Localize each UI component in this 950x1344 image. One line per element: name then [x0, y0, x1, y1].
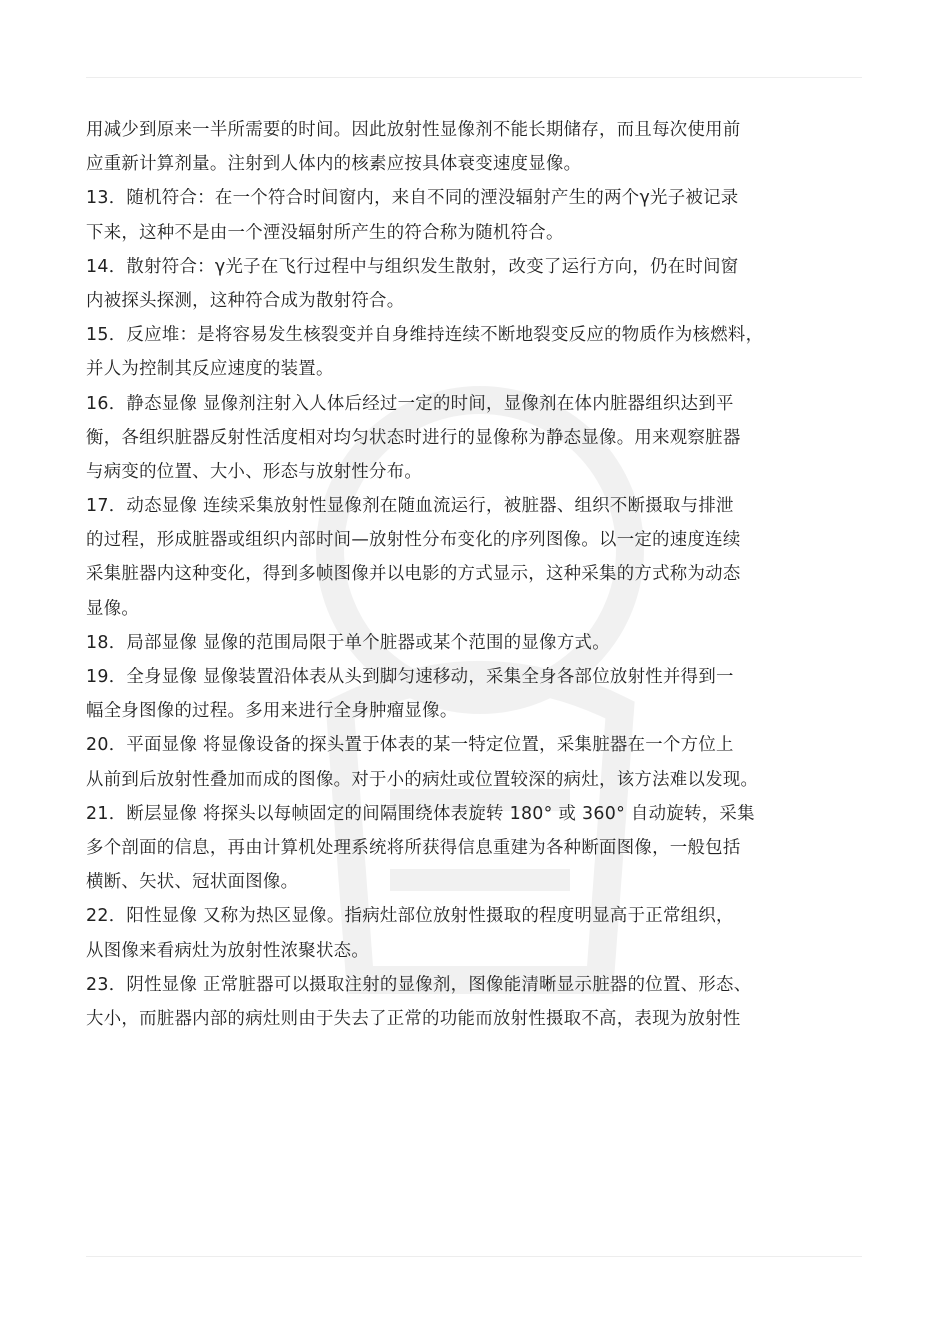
text-line: 并人为控制其反应速度的装置。 — [86, 359, 334, 380]
text-line: 横断、矢状、冠状面图像。 — [86, 872, 299, 893]
text-line: 20．平面显像 将显像设备的探头置于体表的某一特定位置，采集脏器在一个方位上 — [86, 735, 734, 756]
text-line: 显像。 — [86, 598, 140, 619]
text-line: 大小，而脏器内部的病灶则由于失去了正常的功能而放射性摄取不高，表现为放射性 — [86, 1008, 741, 1029]
text-line: 采集脏器内这种变化，得到多帧图像并以电影的方式显示，这种采集的方式称为动态 — [86, 564, 741, 585]
text-line: 16．静态显像 显像剂注射入人体后经过一定的时间，显像剂在体内脏器组织达到平 — [86, 393, 734, 414]
text-line: 下来，这种不是由一个湮没辐射所产生的符合称为随机符合。 — [86, 222, 564, 243]
text-line: 幅全身图像的过程。多用来进行全身肿瘤显像。 — [86, 701, 458, 722]
text-line: 23．阴性显像 正常脏器可以摄取注射的显像剂，图像能清晰显示脏器的位置、形态、 — [86, 974, 752, 995]
text-line: 15．反应堆：是将容易发生核裂变并自身维持连续不断地裂变反应的物质作为核燃料， — [86, 325, 764, 346]
text-line: 多个剖面的信息，再由计算机处理系统将所获得信息重建为各种断面图像，一般包括 — [86, 837, 741, 858]
text-line: 21．断层显像 将探头以每帧固定的间隔围绕体表旋转 180° 或 360° 自动旋转，采集 — [86, 803, 755, 824]
text-line: 与病变的位置、大小、形态与放射性分布。 — [86, 461, 423, 482]
text-line: 的过程，形成脏器或组织内部时间—放射性分布变化的序列图像。以一定的速度连续 — [86, 530, 741, 551]
text-line: 14．散射符合：γ光子在飞行过程中与组织发生散射，改变了运行方向，仍在时间窗 — [86, 256, 739, 277]
text-line: 18．局部显像 显像的范围局限于单个脏器或某个范围的显像方式。 — [86, 632, 610, 653]
text-line: 从前到后放射性叠加而成的图像。对于小的病灶或位置较深的病灶，该方法难以发现。 — [86, 769, 759, 790]
text-line: 从图像来看病灶为放射性浓聚状态。 — [86, 940, 370, 961]
text-line: 用减少到原来一半所需要的时间。因此放射性显像剂不能长期储存，而且每次使用前 — [86, 120, 741, 140]
text-line: 应重新计算剂量。注射到人体内的核素应按具体衰变速度显像。 — [86, 154, 582, 175]
text-line: 衡，各组织脏器反射性活度相对均匀状态时进行的显像称为静态显像。用来观察脏器 — [86, 427, 741, 448]
document-body — [86, 113, 876, 1036]
text-line: 19．全身显像 显像装置沿体表从头到脚匀速移动，采集全身各部位放射性并得到一 — [86, 667, 734, 687]
footer-divider — [86, 1256, 862, 1257]
text-line: 内被探头探测，这种符合成为散射符合。 — [86, 290, 405, 311]
text-line: 17．动态显像 连续采集放射性显像剂在随血流运行，被脏器、组织不断摄取与排泄 — [86, 496, 734, 517]
text-line: 13．随机符合：在一个符合时间窗内，来自不同的湮没辐射产生的两个γ光子被记录 — [86, 188, 739, 209]
header-divider — [86, 77, 862, 78]
text-line: 22．阳性显像 又称为热区显像。指病灶部位放射性摄取的程度明显高于正常组织， — [86, 906, 734, 927]
